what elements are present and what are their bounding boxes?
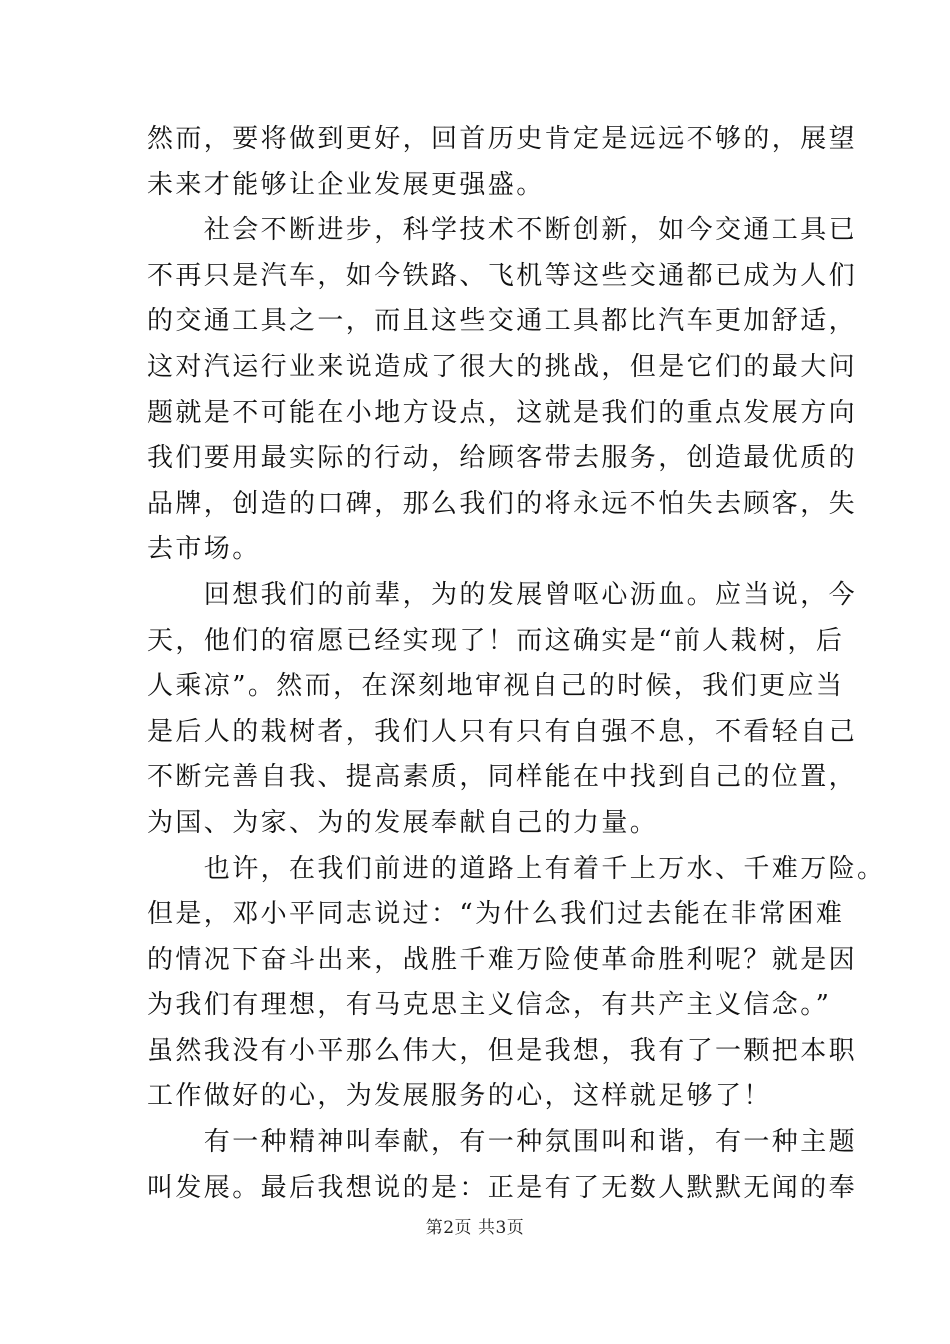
page-number-footer: 第2页 共3页 bbox=[425, 1218, 525, 1238]
text-line: 为我们有理想，有马克思主义信念，有共产主义信念。” bbox=[147, 990, 832, 1021]
text-line: 叫发展。最后我想说的是：正是有了无数人默默无闻的奉 bbox=[147, 1172, 858, 1203]
text-line: 然而，要将做到更好，回首历史肯定是远远不够的，展望 bbox=[147, 124, 858, 154]
text-line: 也许，在我们前进的道路上有着千上万水、千难万险。 bbox=[147, 853, 886, 884]
text-line: 是后人的栽树者，我们人只有只有自强不息，不看轻自己 bbox=[147, 716, 858, 747]
text-line: 虽然我没有小平那么伟大，但是我想，我有了一颗把本职 bbox=[147, 1035, 858, 1066]
text-line: 为国、为家、为的发展奉献自己的力量。 bbox=[147, 807, 659, 838]
text-line: 有一种精神叫奉献，有一种氛围叫和谐，有一种主题 bbox=[147, 1127, 858, 1158]
text-line: 天，他们的宿愿已经实现了！而这确实是“前人栽树，后 bbox=[147, 625, 845, 656]
body-text bbox=[147, 117, 886, 1211]
text-line: 去市场。 bbox=[147, 534, 261, 565]
text-line: 但是，邓小平同志说过：“为什么我们过去能在非常困难 bbox=[147, 899, 845, 930]
text-line: 的情况下奋斗出来，战胜千难万险使革命胜利呢？就是因 bbox=[147, 944, 858, 975]
text-line: 未来才能够让企业发展更强盛。 bbox=[147, 169, 545, 200]
text-line: 我们要用最实际的行动，给顾客带去服务，创造最优质的 bbox=[147, 443, 858, 474]
text-line: 的交通工具之一，而且这些交通工具都比汽车更加舒适， bbox=[147, 306, 858, 337]
text-line: 这对汽运行业来说造成了很大的挑战，但是它们的最大问 bbox=[147, 351, 858, 382]
text-line: 人乘凉”。然而，在深刻地审视自己的时候，我们更应当 bbox=[147, 671, 845, 702]
text-line: 社会不断进步，科学技术不断创新，如今交通工具已 bbox=[147, 215, 858, 246]
text-line: 不断完善自我、提高素质，同样能在中找到自己的位置， bbox=[147, 762, 858, 793]
text-line: 回想我们的前辈，为的发展曾呕心沥血。应当说，今 bbox=[147, 579, 858, 610]
text-line: 品牌，创造的口碑，那么我们的将永远不怕失去顾客，失 bbox=[147, 488, 858, 519]
text-line: 不再只是汽车，如今铁路、飞机等这些交通都已成为人们 bbox=[147, 260, 858, 291]
text-line: 工作做好的心，为发展服务的心，这样就足够了！ bbox=[147, 1081, 772, 1112]
text-line: 题就是不可能在小地方设点，这就是我们的重点发展方向 bbox=[147, 397, 858, 428]
